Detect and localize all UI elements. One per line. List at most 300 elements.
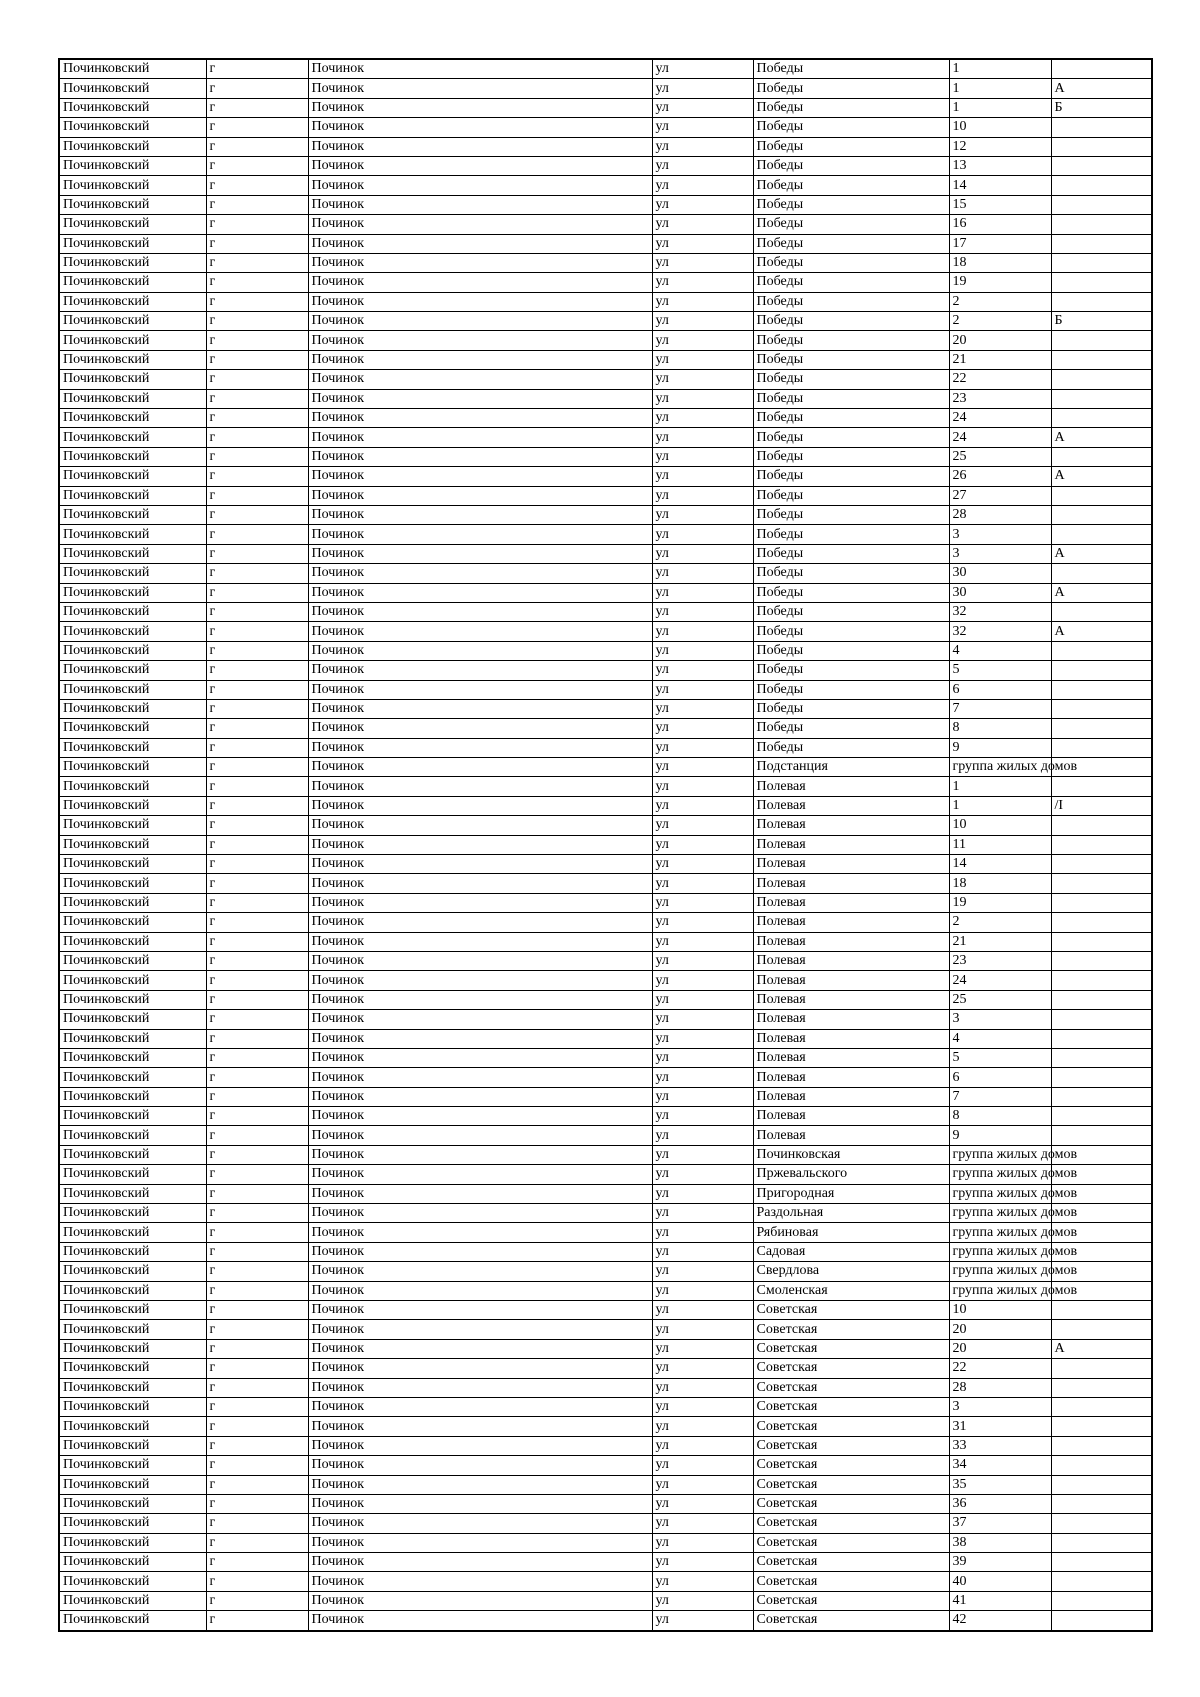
street-cell: Полевая xyxy=(753,971,949,990)
street-type-cell: ул xyxy=(652,292,753,311)
building-cell xyxy=(1051,777,1152,796)
building-cell xyxy=(1051,505,1152,524)
settlement-cell: Починок xyxy=(308,1281,652,1300)
settlement-cell: Починок xyxy=(308,195,652,214)
district-cell: Починковский xyxy=(59,1204,206,1223)
street-cell: Советская xyxy=(753,1533,949,1552)
settlement-cell: Починок xyxy=(308,1087,652,1106)
street-cell: Победы xyxy=(753,525,949,544)
table-row xyxy=(59,719,1152,738)
table-row xyxy=(59,990,1152,1009)
settlement-type-cell: г xyxy=(206,951,308,970)
street-cell: Советская xyxy=(753,1611,949,1631)
district-cell: Починковский xyxy=(59,118,206,137)
street-type-cell: ул xyxy=(652,370,753,389)
house-number-cell: 3 xyxy=(949,525,1051,544)
table-row xyxy=(59,389,1152,408)
street-type-cell: ул xyxy=(652,312,753,331)
settlement-cell: Починок xyxy=(308,661,652,680)
street-cell: Советская xyxy=(753,1359,949,1378)
district-cell: Починковский xyxy=(59,544,206,563)
street-type-cell: ул xyxy=(652,350,753,369)
building-cell xyxy=(1051,1029,1152,1048)
street-type-cell: ул xyxy=(652,1301,753,1320)
street-type-cell: ул xyxy=(652,699,753,718)
table-row xyxy=(59,835,1152,854)
street-type-cell: ул xyxy=(652,389,753,408)
house-number-cell: 25 xyxy=(949,990,1051,1009)
street-cell: Пржевальского xyxy=(753,1165,949,1184)
settlement-type-cell: г xyxy=(206,1184,308,1203)
house-number-cell: 18 xyxy=(949,253,1051,272)
table-row xyxy=(59,796,1152,815)
settlement-cell: Починок xyxy=(308,273,652,292)
building-cell xyxy=(1051,1611,1152,1631)
house-number-cell: 42 xyxy=(949,1611,1051,1631)
settlement-cell: Починок xyxy=(308,1107,652,1126)
district-cell: Починковский xyxy=(59,622,206,641)
district-cell: Починковский xyxy=(59,409,206,428)
settlement-cell: Починок xyxy=(308,1242,652,1261)
street-type-cell: ул xyxy=(652,913,753,932)
settlement-type-cell: г xyxy=(206,428,308,447)
settlement-type-cell: г xyxy=(206,1378,308,1397)
street-cell: Победы xyxy=(753,428,949,447)
district-cell: Починковский xyxy=(59,215,206,234)
street-type-cell: ул xyxy=(652,1533,753,1552)
house-number-cell: 34 xyxy=(949,1456,1051,1475)
street-cell: Полевая xyxy=(753,1087,949,1106)
house-number-cell: 4 xyxy=(949,1029,1051,1048)
table-row xyxy=(59,1417,1152,1436)
street-cell: Починковская xyxy=(753,1145,949,1164)
settlement-type-cell: г xyxy=(206,544,308,563)
street-cell: Советская xyxy=(753,1339,949,1358)
settlement-type-cell: г xyxy=(206,292,308,311)
building-cell xyxy=(1051,1068,1152,1087)
table-row xyxy=(59,1204,1152,1223)
settlement-type-cell: г xyxy=(206,331,308,350)
house-number-cell: группа жилых домов xyxy=(949,1204,1051,1223)
street-cell: Смоленская xyxy=(753,1281,949,1300)
settlement-cell: Починок xyxy=(308,738,652,757)
street-cell: Полевая xyxy=(753,1126,949,1145)
house-number-cell: 33 xyxy=(949,1436,1051,1455)
table-row xyxy=(59,932,1152,951)
settlement-type-cell: г xyxy=(206,176,308,195)
house-number-cell: 21 xyxy=(949,932,1051,951)
settlement-cell: Починок xyxy=(308,79,652,98)
street-type-cell: ул xyxy=(652,990,753,1009)
street-cell: Победы xyxy=(753,661,949,680)
district-cell: Починковский xyxy=(59,1359,206,1378)
street-cell: Советская xyxy=(753,1456,949,1475)
district-cell: Починковский xyxy=(59,699,206,718)
settlement-cell: Починок xyxy=(308,680,652,699)
settlement-cell: Починок xyxy=(308,118,652,137)
street-type-cell: ул xyxy=(652,777,753,796)
building-cell xyxy=(1051,1514,1152,1533)
house-number-cell: 39 xyxy=(949,1553,1051,1572)
settlement-cell: Починок xyxy=(308,1456,652,1475)
street-cell: Полевая xyxy=(753,816,949,835)
settlement-type-cell: г xyxy=(206,1010,308,1029)
settlement-cell: Починок xyxy=(308,641,652,660)
street-cell: Полевая xyxy=(753,893,949,912)
district-cell: Починковский xyxy=(59,1611,206,1631)
house-number-cell: 30 xyxy=(949,564,1051,583)
settlement-type-cell: г xyxy=(206,350,308,369)
street-cell: Победы xyxy=(753,98,949,117)
district-cell: Починковский xyxy=(59,137,206,156)
settlement-type-cell: г xyxy=(206,1145,308,1164)
house-number-cell: 31 xyxy=(949,1417,1051,1436)
street-cell: Советская xyxy=(753,1572,949,1591)
street-type-cell: ул xyxy=(652,835,753,854)
street-type-cell: ул xyxy=(652,583,753,602)
table-row xyxy=(59,234,1152,253)
settlement-type-cell: г xyxy=(206,447,308,466)
building-cell xyxy=(1051,486,1152,505)
settlement-type-cell: г xyxy=(206,990,308,1009)
house-number-cell: 22 xyxy=(949,1359,1051,1378)
street-type-cell: ул xyxy=(652,215,753,234)
house-number-cell: 32 xyxy=(949,622,1051,641)
building-cell xyxy=(1051,1417,1152,1436)
building-cell xyxy=(1051,680,1152,699)
building-cell xyxy=(1051,1301,1152,1320)
building-cell xyxy=(1051,932,1152,951)
street-cell: Советская xyxy=(753,1494,949,1513)
district-cell: Починковский xyxy=(59,1184,206,1203)
district-cell: Починковский xyxy=(59,98,206,117)
house-number-cell: 1 xyxy=(949,796,1051,815)
street-type-cell: ул xyxy=(652,1029,753,1048)
street-type-cell: ул xyxy=(652,855,753,874)
house-number-cell: 12 xyxy=(949,137,1051,156)
table-row xyxy=(59,1165,1152,1184)
table-row xyxy=(59,1475,1152,1494)
street-cell: Победы xyxy=(753,699,949,718)
settlement-type-cell: г xyxy=(206,525,308,544)
district-cell: Починковский xyxy=(59,1301,206,1320)
district-cell: Починковский xyxy=(59,273,206,292)
settlement-cell: Починок xyxy=(308,1223,652,1242)
building-cell xyxy=(1051,1533,1152,1552)
settlement-cell: Починок xyxy=(308,292,652,311)
building-cell xyxy=(1051,59,1152,79)
house-number-cell: 40 xyxy=(949,1572,1051,1591)
district-cell: Починковский xyxy=(59,428,206,447)
table-row xyxy=(59,699,1152,718)
settlement-type-cell: г xyxy=(206,1262,308,1281)
building-cell xyxy=(1051,137,1152,156)
district-cell: Починковский xyxy=(59,1339,206,1358)
district-cell: Починковский xyxy=(59,1533,206,1552)
settlement-type-cell: г xyxy=(206,1436,308,1455)
table-row xyxy=(59,1611,1152,1631)
settlement-cell: Починок xyxy=(308,913,652,932)
settlement-cell: Починок xyxy=(308,467,652,486)
street-cell: Победы xyxy=(753,215,949,234)
settlement-type-cell: г xyxy=(206,273,308,292)
street-cell: Советская xyxy=(753,1436,949,1455)
settlement-type-cell: г xyxy=(206,486,308,505)
district-cell: Починковский xyxy=(59,738,206,757)
building-cell xyxy=(1051,1107,1152,1126)
street-cell: Полевая xyxy=(753,1107,949,1126)
district-cell: Починковский xyxy=(59,602,206,621)
house-number-cell: группа жилых домов xyxy=(949,1281,1051,1300)
settlement-type-cell: г xyxy=(206,777,308,796)
street-type-cell: ул xyxy=(652,1204,753,1223)
settlement-cell: Починок xyxy=(308,835,652,854)
building-cell xyxy=(1051,1436,1152,1455)
street-cell: Советская xyxy=(753,1553,949,1572)
street-type-cell: ул xyxy=(652,1107,753,1126)
street-type-cell: ул xyxy=(652,661,753,680)
building-cell xyxy=(1051,816,1152,835)
table-row xyxy=(59,1068,1152,1087)
street-cell: Полевая xyxy=(753,835,949,854)
house-number-cell: 5 xyxy=(949,661,1051,680)
district-cell: Починковский xyxy=(59,331,206,350)
settlement-type-cell: г xyxy=(206,893,308,912)
street-cell: Победы xyxy=(753,641,949,660)
street-type-cell: ул xyxy=(652,1611,753,1631)
street-type-cell: ул xyxy=(652,971,753,990)
building-cell xyxy=(1051,990,1152,1009)
settlement-cell: Починок xyxy=(308,1417,652,1436)
settlement-type-cell: г xyxy=(206,1591,308,1610)
settlement-type-cell: г xyxy=(206,564,308,583)
street-cell: Полевая xyxy=(753,1029,949,1048)
street-cell: Советская xyxy=(753,1417,949,1436)
settlement-cell: Починок xyxy=(308,816,652,835)
settlement-type-cell: г xyxy=(206,1107,308,1126)
building-cell xyxy=(1051,370,1152,389)
street-cell: Победы xyxy=(753,273,949,292)
house-number-cell: 28 xyxy=(949,1378,1051,1397)
house-number-cell: группа жилых домов xyxy=(949,1223,1051,1242)
settlement-cell: Починок xyxy=(308,1184,652,1203)
building-cell xyxy=(1051,1591,1152,1610)
settlement-cell: Починок xyxy=(308,951,652,970)
settlement-type-cell: г xyxy=(206,409,308,428)
district-cell: Починковский xyxy=(59,156,206,175)
building-cell xyxy=(1051,602,1152,621)
house-number-cell: 21 xyxy=(949,350,1051,369)
district-cell: Починковский xyxy=(59,1397,206,1416)
settlement-type-cell: г xyxy=(206,1494,308,1513)
settlement-type-cell: г xyxy=(206,1087,308,1106)
house-number-cell: 19 xyxy=(949,893,1051,912)
settlement-cell: Починок xyxy=(308,1339,652,1358)
building-cell xyxy=(1051,389,1152,408)
table-row xyxy=(59,1436,1152,1455)
district-cell: Починковский xyxy=(59,486,206,505)
street-type-cell: ул xyxy=(652,1359,753,1378)
settlement-cell: Починок xyxy=(308,428,652,447)
settlement-cell: Починок xyxy=(308,1514,652,1533)
building-cell xyxy=(1051,1553,1152,1572)
table-row xyxy=(59,583,1152,602)
table-row xyxy=(59,447,1152,466)
street-type-cell: ул xyxy=(652,1339,753,1358)
settlement-cell: Починок xyxy=(308,1068,652,1087)
district-cell: Починковский xyxy=(59,641,206,660)
settlement-type-cell: г xyxy=(206,1397,308,1416)
building-cell xyxy=(1051,292,1152,311)
table-row xyxy=(59,1553,1152,1572)
table-row xyxy=(59,874,1152,893)
street-cell: Полевая xyxy=(753,1068,949,1087)
house-number-cell: 14 xyxy=(949,855,1051,874)
settlement-cell: Починок xyxy=(308,1378,652,1397)
street-cell: Полевая xyxy=(753,913,949,932)
settlement-type-cell: г xyxy=(206,719,308,738)
table-row xyxy=(59,137,1152,156)
building-cell: Б xyxy=(1051,98,1152,117)
district-cell: Починковский xyxy=(59,1436,206,1455)
street-cell: Советская xyxy=(753,1320,949,1339)
street-cell: Победы xyxy=(753,118,949,137)
street-type-cell: ул xyxy=(652,486,753,505)
settlement-cell: Починок xyxy=(308,1301,652,1320)
settlement-cell: Починок xyxy=(308,525,652,544)
table-row xyxy=(59,1320,1152,1339)
house-number-cell: 3 xyxy=(949,1397,1051,1416)
table-row xyxy=(59,467,1152,486)
street-type-cell: ул xyxy=(652,137,753,156)
settlement-cell: Починок xyxy=(308,98,652,117)
house-number-cell: 4 xyxy=(949,641,1051,660)
district-cell: Починковский xyxy=(59,1165,206,1184)
address-table xyxy=(58,58,1153,1632)
street-type-cell: ул xyxy=(652,447,753,466)
building-cell xyxy=(1051,1456,1152,1475)
table-row xyxy=(59,331,1152,350)
settlement-cell: Починок xyxy=(308,486,652,505)
street-cell: Победы xyxy=(753,544,949,563)
street-type-cell: ул xyxy=(652,1397,753,1416)
house-number-cell: 9 xyxy=(949,1126,1051,1145)
house-number-cell: 23 xyxy=(949,389,1051,408)
district-cell: Починковский xyxy=(59,467,206,486)
settlement-cell: Починок xyxy=(308,758,652,777)
street-type-cell: ул xyxy=(652,1591,753,1610)
house-number-cell: 35 xyxy=(949,1475,1051,1494)
street-cell: Победы xyxy=(753,389,949,408)
street-cell: Подстанция xyxy=(753,758,949,777)
street-type-cell: ул xyxy=(652,1068,753,1087)
district-cell: Починковский xyxy=(59,1417,206,1436)
table-row xyxy=(59,79,1152,98)
house-number-cell: 18 xyxy=(949,874,1051,893)
building-cell xyxy=(1051,253,1152,272)
table-row xyxy=(59,1301,1152,1320)
house-number-cell: 36 xyxy=(949,1494,1051,1513)
street-type-cell: ул xyxy=(652,156,753,175)
settlement-cell: Починок xyxy=(308,350,652,369)
street-type-cell: ул xyxy=(652,331,753,350)
street-cell: Советская xyxy=(753,1397,949,1416)
settlement-type-cell: г xyxy=(206,234,308,253)
table-row xyxy=(59,292,1152,311)
street-type-cell: ул xyxy=(652,796,753,815)
settlement-cell: Починок xyxy=(308,893,652,912)
street-cell: Победы xyxy=(753,292,949,311)
house-number-cell: группа жилых домов xyxy=(949,1262,1051,1281)
street-type-cell: ул xyxy=(652,1475,753,1494)
settlement-type-cell: г xyxy=(206,1456,308,1475)
settlement-type-cell: г xyxy=(206,1417,308,1436)
street-type-cell: ул xyxy=(652,79,753,98)
house-number-cell: 22 xyxy=(949,370,1051,389)
district-cell: Починковский xyxy=(59,951,206,970)
table-row xyxy=(59,253,1152,272)
building-cell xyxy=(1051,719,1152,738)
street-type-cell: ул xyxy=(652,176,753,195)
settlement-type-cell: г xyxy=(206,389,308,408)
street-type-cell: ул xyxy=(652,1048,753,1067)
house-number-cell: 37 xyxy=(949,1514,1051,1533)
district-cell: Починковский xyxy=(59,893,206,912)
street-type-cell: ул xyxy=(652,1436,753,1455)
house-number-cell: 3 xyxy=(949,544,1051,563)
district-cell: Починковский xyxy=(59,1320,206,1339)
settlement-type-cell: г xyxy=(206,816,308,835)
street-type-cell: ул xyxy=(652,738,753,757)
settlement-type-cell: г xyxy=(206,641,308,660)
table-row xyxy=(59,59,1152,79)
district-cell: Починковский xyxy=(59,1087,206,1106)
settlement-cell: Починок xyxy=(308,719,652,738)
table-row xyxy=(59,370,1152,389)
street-type-cell: ул xyxy=(652,622,753,641)
street-cell: Рябиновая xyxy=(753,1223,949,1242)
street-cell: Победы xyxy=(753,602,949,621)
street-cell: Советская xyxy=(753,1591,949,1610)
house-number-cell: 24 xyxy=(949,971,1051,990)
table-row xyxy=(59,1339,1152,1358)
building-cell xyxy=(1051,1087,1152,1106)
table-row xyxy=(59,1107,1152,1126)
street-type-cell: ул xyxy=(652,1417,753,1436)
street-type-cell: ул xyxy=(652,1126,753,1145)
house-number-cell: 10 xyxy=(949,1301,1051,1320)
street-type-cell: ул xyxy=(652,680,753,699)
settlement-cell: Починок xyxy=(308,253,652,272)
settlement-type-cell: г xyxy=(206,1533,308,1552)
street-cell: Победы xyxy=(753,331,949,350)
table-row xyxy=(59,176,1152,195)
house-number-cell: 16 xyxy=(949,215,1051,234)
street-cell: Победы xyxy=(753,680,949,699)
settlement-cell: Починок xyxy=(308,777,652,796)
settlement-type-cell: г xyxy=(206,835,308,854)
building-cell: /I xyxy=(1051,796,1152,815)
settlement-cell: Починок xyxy=(308,583,652,602)
street-type-cell: ул xyxy=(652,467,753,486)
settlement-cell: Починок xyxy=(308,1397,652,1416)
building-cell xyxy=(1051,1572,1152,1591)
settlement-type-cell: г xyxy=(206,758,308,777)
building-cell xyxy=(1051,951,1152,970)
table-row xyxy=(59,525,1152,544)
building-cell xyxy=(1051,409,1152,428)
building-cell xyxy=(1051,835,1152,854)
